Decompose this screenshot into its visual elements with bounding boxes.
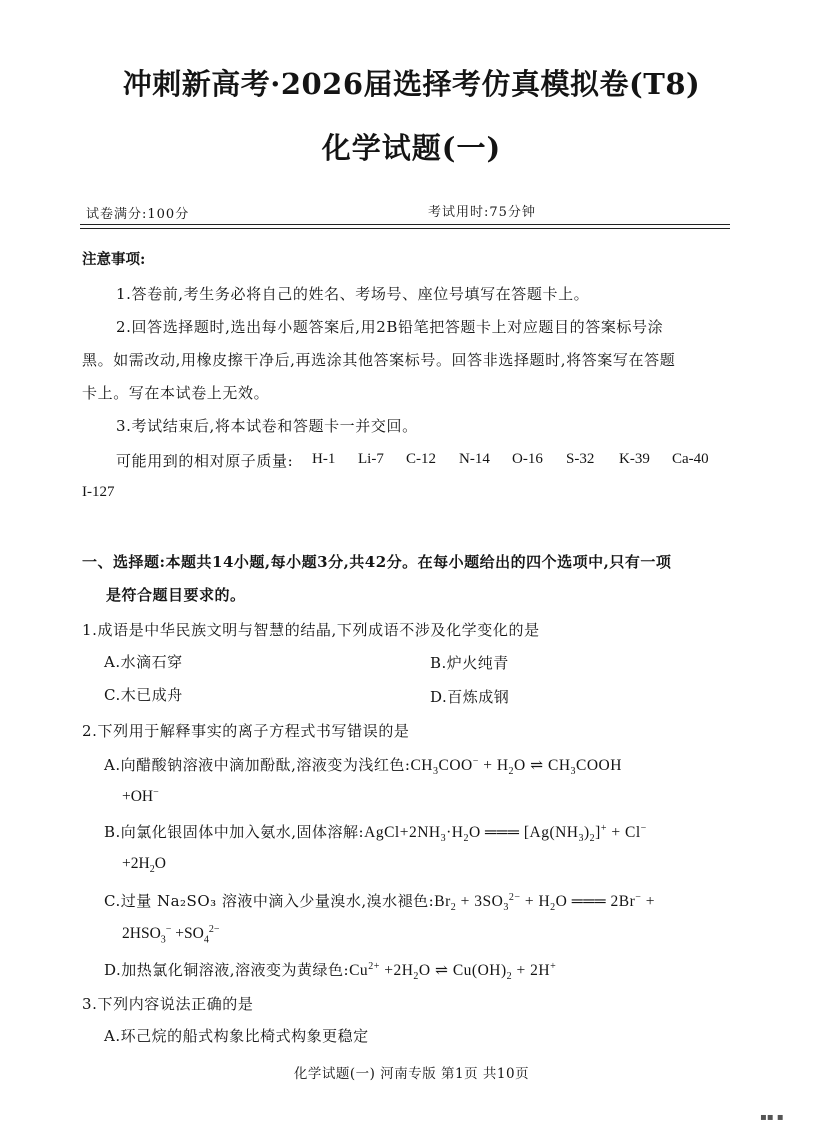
q2-option-a-text: A.向醋酸钠溶液中滴加酚酞,溶液变为浅红色: [104, 756, 411, 774]
page-footer: 化学试题(一) 河南专版 第1页 共10页 [293, 1066, 530, 1082]
atomic-mass-label: 可能用到的相对原子质量: [116, 452, 294, 470]
notice-item-3: 3.考试结束后,将本试卷和答题卡一并交回。 [116, 417, 418, 435]
exam-title: 冲刺新高考·2026届选择考仿真模拟卷(T8) [122, 67, 701, 101]
q1-option-c: C.木已成舟 [104, 686, 183, 704]
q2-option-a [104, 754, 622, 777]
atomic-mass-ca: Ca-40 [672, 451, 709, 467]
section-1-heading: 一、选择题:本题共14小题,每小题3分,共42分。在每小题给出的四个选项中,只有一项 [82, 553, 672, 571]
notice-item-2-line-2: 黑。如需改动,用橡皮擦干净后,再选涂其他答案标号。回答非选择题时,将答案写在答题 [82, 351, 676, 369]
atomic-mass-i: I-127 [82, 484, 115, 500]
q2-option-c-text: C.过量 Na₂SO₃ 溶液中滴入少量溴水,溴水褪色: [104, 892, 435, 910]
q2-option-a-equation: $CH_3COO^- + H_2O$ ⇌ $CH_3COOH$ [410, 755, 622, 778]
q2-option-d-text: D.加热氯化铜溶液,溶液变为黄绿色: [104, 961, 350, 979]
atomic-mass-s: S-32 [566, 451, 595, 467]
q2-option-d [104, 959, 556, 982]
notice-item-2-line-3: 卡上。写在本试卷上无效。 [82, 384, 270, 402]
atomic-mass-c: C-12 [406, 451, 436, 467]
subject-title: 化学试题(一) [321, 131, 502, 165]
q1-option-b: B.炉火纯青 [430, 654, 509, 672]
q2-option-d-equation: $Cu^{2+} +2H_2O$ ⇌ $Cu(OH)_2 + 2H^+$ [349, 960, 557, 983]
q2-option-b-equation-cont: $+2H_2O$ [122, 855, 166, 876]
q2-option-b-equation: $AgCl+2NH_3\cdot H_2O$ ═══ $[Ag(NH_3)_2]^+ + Cl^-$ [364, 822, 647, 845]
header-rule-top [80, 224, 730, 225]
q2-option-b-text: B.向氯化银固体中加入氨水,固体溶解: [104, 823, 365, 841]
q1-stem: 1.成语是中华民族文明与智慧的结晶,下列成语不涉及化学变化的是 [82, 621, 540, 639]
section-1-heading-cont: 是符合题目要求的。 [106, 586, 246, 604]
q1-option-d: D.百炼成钢 [430, 688, 510, 706]
scan-mark: ▪▪ ▪ [760, 1112, 784, 1123]
q2-option-c [104, 890, 655, 913]
q2-option-c-equation: $Br_2 + 3SO_3^{2-} + H_2O$ ═══ 2Br− + [434, 891, 656, 914]
atomic-mass-k: K-39 [619, 451, 650, 467]
q2-option-a-equation-cont: +OH− [122, 787, 159, 806]
q3-option-a: A.环己烷的船式构象比椅式构象更稳定 [104, 1027, 369, 1045]
q3-stem: 3.下列内容说法正确的是 [82, 995, 254, 1013]
notice-heading: 注意事项: [82, 251, 146, 268]
exam-duration: 考试用时:75分钟 [428, 205, 536, 220]
atomic-mass-n: N-14 [459, 451, 490, 467]
atomic-mass-li: Li-7 [358, 451, 384, 467]
notice-item-1: 1.答卷前,考生务必将自己的姓名、考场号、座位号填写在答题卡上。 [116, 285, 590, 303]
full-score: 试卷满分:100分 [86, 207, 190, 222]
notice-item-2-line-1: 2.回答选择题时,选出每小题答案后,用2B铅笔把答题卡上对应题目的答案标号涂 [116, 318, 664, 336]
q1-option-a: A.水滴石穿 [104, 653, 183, 671]
header-rule-bottom [80, 228, 730, 229]
atomic-mass-o: O-16 [512, 451, 543, 467]
atomic-mass-h: H-1 [312, 451, 336, 467]
q2-stem: 2.下列用于解释事实的离子方程式书写错误的是 [82, 722, 410, 740]
q2-option-b [104, 821, 647, 844]
q2-option-c-equation-cont: $2HSO_3^- +SO_4^{2-}$ [122, 924, 220, 946]
